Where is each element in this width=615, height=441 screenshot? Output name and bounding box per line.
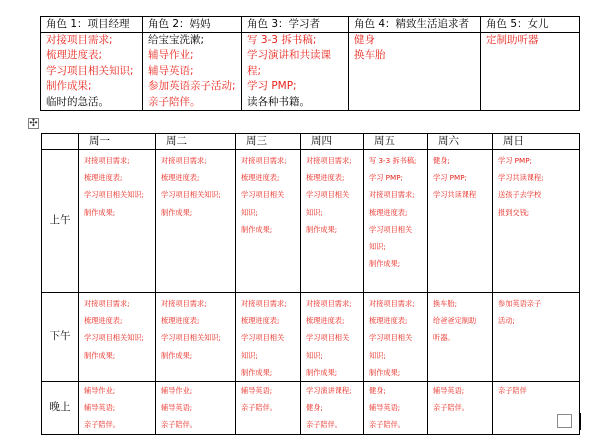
cell-text-line: 写 3-3 拆书稿; <box>369 156 417 165</box>
cell-text-line: 读各种书籍。 <box>247 95 310 108</box>
move-icon: ✣ <box>29 118 38 129</box>
cell-text-line: 辅导作业; <box>161 386 193 396</box>
cell-text-line: 辅导作业; <box>148 49 194 62</box>
cell-text-line: 亲子陪伴。 <box>84 420 120 430</box>
cell-text-line: 对接项目需求; <box>46 34 113 46</box>
cell-text-line: 送孩子去学校 <box>498 190 542 200</box>
cell-text-line: 亲子陪伴 <box>498 386 527 396</box>
schedule-cell[interactable] <box>236 382 301 435</box>
schedule-cell[interactable] <box>156 150 236 293</box>
schedule-cell[interactable] <box>301 382 364 435</box>
cell-text-line: 制作成果; <box>241 367 273 377</box>
cell-text-line: 辅导英语; <box>241 386 273 396</box>
cell-text-line: 学习 PMP; <box>247 80 297 93</box>
schedule-cell[interactable] <box>428 293 493 382</box>
cell-text-line: 对接项目需求; <box>369 299 415 308</box>
schedule-cell[interactable] <box>156 293 236 382</box>
period-label-cell[interactable]: 上午 <box>42 150 79 293</box>
cell-text-line: 制作成果; <box>46 80 92 93</box>
morning-row <box>42 150 580 293</box>
cell-text-line: 制作成果; <box>306 367 338 377</box>
day-header-cell[interactable]: 周三 <box>236 134 301 150</box>
cell-text-line: 亲子陪伴。 <box>306 420 342 430</box>
day-header-cell[interactable]: 周四 <box>301 134 364 150</box>
role-tasks-cell[interactable] <box>349 33 481 111</box>
cell-text-line: 制作成果; <box>369 367 401 377</box>
text-cursor <box>580 413 581 430</box>
schedule-cell[interactable] <box>301 293 364 382</box>
corner-cell[interactable] <box>42 134 79 150</box>
cell-text-line: 学习项目相关知识; <box>161 333 221 343</box>
role-tasks-cell[interactable] <box>41 33 143 111</box>
cell-text-line: 学习项目相关知识; <box>161 190 221 200</box>
cell-text-line: 学习 PMP; <box>498 156 532 165</box>
schedule-cell[interactable] <box>364 150 428 293</box>
cell-text-line: 学习项目相关知识; <box>46 64 134 77</box>
cell-text-line: 梳理进度表; <box>369 207 408 217</box>
schedule-cell[interactable] <box>364 382 428 435</box>
cell-text-line: 对接项目需求; <box>306 299 352 308</box>
cell-text-line: 学习项目相关 <box>241 333 285 343</box>
schedule-cell[interactable] <box>156 382 236 435</box>
role-tasks-cell[interactable] <box>242 33 349 111</box>
cell-text-line: 学习共读课程; <box>498 173 544 183</box>
cell-text-line: 报到交钱; <box>498 207 530 217</box>
cell-text-line: 学习项目相关 <box>306 190 350 200</box>
cell-text-line: 亲子陪伴。 <box>369 420 405 430</box>
cell-text-line: 定制助听器 <box>486 34 539 46</box>
cell-text-line: 学习项目相关知识; <box>84 190 144 200</box>
day-header-cell[interactable]: 周日 <box>493 134 580 150</box>
roles-header-row <box>41 17 580 33</box>
cell-text-line: 梳理进度表; <box>306 316 345 326</box>
cell-text-line: 对接项目需求; <box>161 299 207 308</box>
cell-text-line: 知识; <box>241 350 258 360</box>
table-move-handle[interactable] <box>28 118 39 129</box>
schedule-cell[interactable] <box>236 293 301 382</box>
cell-text-line: 制作成果; <box>369 259 401 269</box>
cell-text-line: 辅导英语; <box>433 386 465 396</box>
cell-text-line: 给爸爸定制助 <box>433 316 477 326</box>
role-header-cell[interactable]: 角色 5：女儿 <box>481 17 580 33</box>
cell-text-line: 程; <box>247 64 262 77</box>
cell-text-line: 梳理进度表; <box>241 173 280 183</box>
cell-text-line: 制作成果; <box>161 207 193 217</box>
cell-text-line: 梳理进度表; <box>46 49 103 62</box>
cell-text-line: 学习项目相关 <box>241 190 285 200</box>
cell-text-line: 制作成果; <box>84 207 116 217</box>
cell-text-line: 学习项目相关 <box>306 333 350 343</box>
day-header-cell[interactable]: 周一 <box>79 134 156 150</box>
day-header-cell[interactable]: 周二 <box>156 134 236 150</box>
schedule-cell[interactable] <box>428 382 493 435</box>
schedule-cell[interactable] <box>364 293 428 382</box>
cell-text-line: 对接项目需求; <box>84 156 130 165</box>
cell-text-line: 知识; <box>306 207 323 217</box>
cell-text-line: 梳理进度表; <box>161 173 200 183</box>
cell-text-line: 换车胎; <box>433 299 457 308</box>
cell-text-line: 梳理进度表; <box>306 173 345 183</box>
cell-text-line: 制作成果; <box>84 350 116 360</box>
role-header-cell[interactable]: 角色 1：项目经理 <box>41 17 143 33</box>
cell-text-line: 对接项目需求; <box>84 299 130 308</box>
cell-text-line: 知识; <box>369 242 386 252</box>
cell-text-line: 学习 PMP; <box>433 173 467 183</box>
cell-text-line: 健身; <box>306 403 323 413</box>
schedule-cell[interactable] <box>428 150 493 293</box>
schedule-cell[interactable] <box>493 293 580 382</box>
cell-text-line: 学习演讲课程; <box>306 386 352 396</box>
roles-table <box>40 16 580 111</box>
cell-text-line: 梳理进度表; <box>84 316 123 326</box>
cell-text-line: 对接项目需求; <box>241 299 287 308</box>
day-header-cell[interactable]: 周六 <box>428 134 493 150</box>
cell-text-line: 知识; <box>369 350 386 360</box>
cell-text-line: 学习 PMP; <box>369 173 403 183</box>
cell-text-line: 梳理进度表; <box>161 316 200 326</box>
evening-row <box>42 382 580 435</box>
cell-text-line: 制作成果; <box>161 350 193 360</box>
page-end-marker <box>557 414 572 428</box>
role-header-cell[interactable]: 角色 3：学习者 <box>242 17 349 33</box>
role-tasks-cell[interactable] <box>143 33 242 111</box>
cell-text-line: 临时的急活。 <box>46 95 109 108</box>
cell-text-line: 梳理进度表; <box>369 316 408 326</box>
cell-text-line: 亲子陪伴。 <box>433 403 469 413</box>
role-header-cell[interactable]: 角色 4：精致生活追求者 <box>349 17 481 33</box>
roles-tasks-row <box>41 33 580 111</box>
cell-text-line: 写 3-3 拆书稿; <box>247 34 317 46</box>
cell-text-line: 健身; <box>433 156 450 165</box>
cell-text-line: 对接项目需求; <box>369 190 415 200</box>
cell-text-line: 学习演讲和共读课 <box>247 49 331 62</box>
period-label-cell[interactable]: 晚上 <box>42 382 79 435</box>
cell-text-line: 制作成果; <box>241 224 273 234</box>
cell-text-line: 亲子陪伴。 <box>148 95 201 108</box>
cell-text-line: 辅导英语; <box>369 403 401 413</box>
cell-text-line: 亲子陪伴。 <box>161 420 197 430</box>
cell-text-line: 学习共读课程 <box>433 190 477 200</box>
schedule-cell[interactable] <box>79 382 156 435</box>
cell-text-line: 知识; <box>241 207 258 217</box>
cell-text-line: 给宝宝洗漱; <box>148 34 205 46</box>
schedule-cell[interactable] <box>493 150 580 293</box>
period-label-cell[interactable]: 下午 <box>42 293 79 382</box>
cell-text-line: 学习项目相关 <box>369 224 413 234</box>
cell-text-line: 梳理进度表; <box>241 316 280 326</box>
cell-text-line: 亲子陪伴。 <box>241 403 277 413</box>
cell-text-line: 对接项目需求; <box>241 156 287 165</box>
cell-text-line: 参加英语亲子 <box>498 299 542 308</box>
schedule-cell[interactable] <box>79 150 156 293</box>
cell-text-line: 活动; <box>498 316 515 326</box>
schedule-cell[interactable] <box>236 150 301 293</box>
cell-text-line: 学习项目相关 <box>369 333 413 343</box>
afternoon-row <box>42 293 580 382</box>
schedule-cell[interactable] <box>301 150 364 293</box>
schedule-cell[interactable] <box>79 293 156 382</box>
cell-text-line: 听器。 <box>433 333 455 343</box>
role-header-cell[interactable]: 角色 2：妈妈 <box>143 17 242 33</box>
weekly-schedule-table <box>41 133 580 435</box>
cell-text-line: 参加英语亲子活动; <box>148 80 236 93</box>
cell-text-line: 辅导英语; <box>84 403 116 413</box>
cell-text-line: 梳理进度表; <box>84 173 123 183</box>
cell-text-line: 辅导英语; <box>161 403 193 413</box>
cell-text-line: 换车胎 <box>354 49 386 62</box>
cell-text-line: 健身 <box>354 34 375 46</box>
role-tasks-cell[interactable] <box>481 33 580 111</box>
cell-text-line: 对接项目需求; <box>161 156 207 165</box>
cell-text-line: 辅导作业; <box>84 386 116 396</box>
cell-text-line: 对接项目需求; <box>306 156 352 165</box>
days-header-row <box>42 134 580 150</box>
cell-text-line: 学习项目相关知识; <box>84 333 144 343</box>
day-header-cell[interactable]: 周五 <box>364 134 428 150</box>
cell-text-line: 辅导英语; <box>148 64 194 77</box>
cell-text-line: 制作成果; <box>306 224 338 234</box>
cell-text-line: 健身; <box>369 386 386 396</box>
cell-text-line: 知识; <box>306 350 323 360</box>
